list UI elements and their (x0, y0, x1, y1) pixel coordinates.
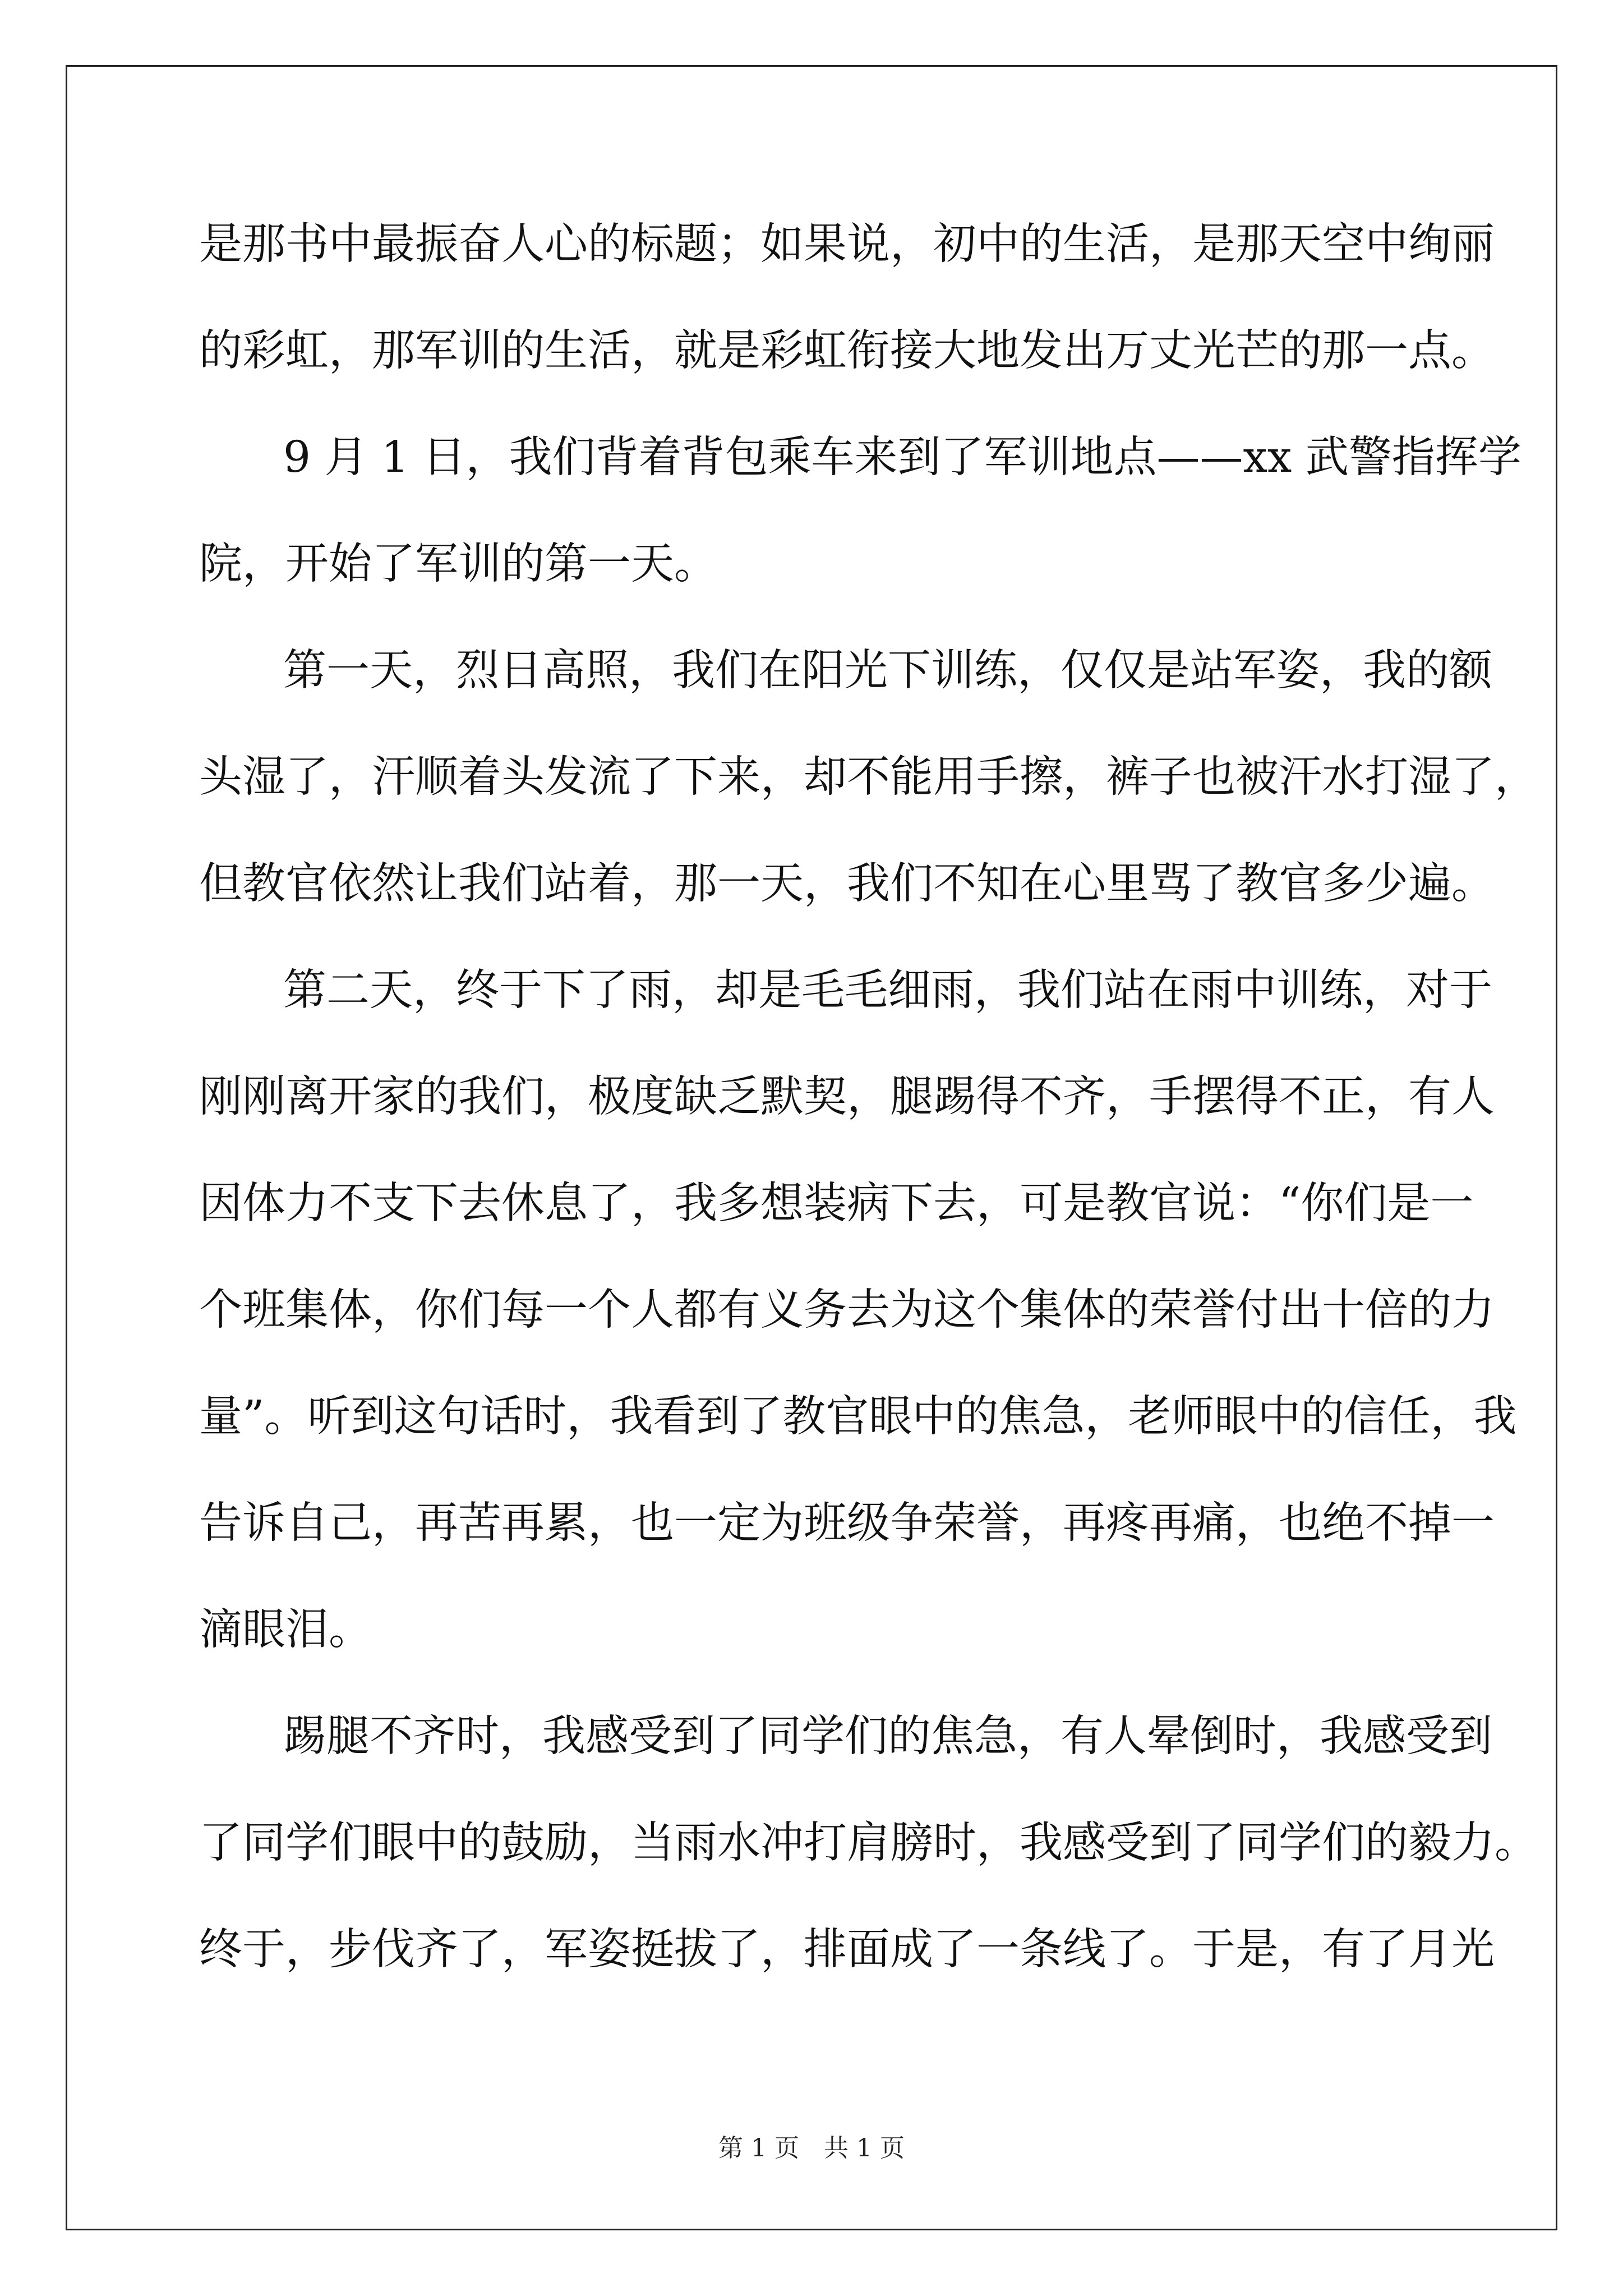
text-line-8: 第 二 天 ， 终 于 下 了 雨 ， 却 是 毛 毛 细 雨 ， 我 们 站 在 雨 中 训 练 ， 对 于 (283, 965, 1492, 1015)
text-line-13: 告 诉 自 己 ， 再 苦 再 累 ， 也 一 定 为 班 级 争 荣 誉 ， 再 疼 再 痛 ， 也 绝 不 掉 一 (199, 1498, 1495, 1548)
text-line-17: 终 于 ， 步 伐 齐 了 ， 军 姿 挺 拔 了 ， 排 面 成 了 一 条 线 了 。 于 是 ， 有 了 月 光 (199, 1925, 1495, 1975)
text-line-6: 头 湿 了 ， 汗 顺 着 头 发 流 了 下 来 ， 却 不 能 用 手 擦 ， 裤 子 也 被 汗 水 打 湿 了 ， (199, 752, 1538, 802)
document-body (199, 217, 1538, 2028)
text-line-14: 滴眼泪。 (199, 1605, 372, 1655)
text-line-7: 但 教 官 依 然 让 我 们 站 着 ， 那 一 天 ， 我 们 不 知 在 心 里 骂 了 教 官 多 少 遍 。 (199, 859, 1495, 909)
text-line-16: 了 同 学 们 眼 中 的 鼓 励 ， 当 雨 水 冲 打 肩 膀 时 ， 我 感 受 到 了 同 学 们 的 毅 力 。 (199, 1818, 1538, 1868)
text-line-3: 9 月 1 日 ， 我 们 背 着 背 包 乘 车 来 到 了 军 训 地 点 — — x x 武 警 指 挥 学 (283, 432, 1521, 482)
text-line-10: 因 体 力 不 支 下 去 休 息 了 ， 我 多 想 装 病 下 去 ， 可 是 教 官 说 ： “ 你 们 是 一 (199, 1179, 1474, 1228)
text-line-1: 是 那 书 中 最 振 奋 人 心 的 标 题 ； 如 果 说 ， 初 中 的 生 活 ， 是 那 天 空 中 绚 丽 (199, 219, 1495, 269)
text-line-9: 刚 刚 离 开 家 的 我 们 ， 极 度 缺 乏 默 契 ， 腿 踢 得 不 齐 ， 手 摆 得 不 正 ， 有 人 (199, 1072, 1495, 1122)
text-line-5: 第 一 天 ， 烈 日 高 照 ， 我 们 在 阳 光 下 训 练 ， 仅 仅 是 站 军 姿 ， 我 的 额 (283, 646, 1492, 696)
page-footer: 第 1 页 共 1 页 (718, 2134, 905, 2162)
text-line-2: 的 彩 虹 ， 那 军 训 的 生 活 ， 就 是 彩 虹 衔 接 大 地 发 出 万 丈 光 芒 的 那 一 点 。 (199, 326, 1495, 376)
text-line-12: 量 ” 。 听 到 这 句 话 时 ， 我 看 到 了 教 官 眼 中 的 焦 急 ， 老 师 眼 中 的 信 任 ， 我 (199, 1392, 1517, 1442)
text-line-11: 个 班 集 体 ， 你 们 每 一 个 人 都 有 义 务 去 为 这 个 集 体 的 荣 誉 付 出 十 倍 的 力 (199, 1285, 1495, 1335)
text-line-15: 踢 腿 不 齐 时 ， 我 感 受 到 了 同 学 们 的 焦 急 ， 有 人 晕 倒 时 ， 我 感 受 到 (283, 1711, 1492, 1761)
text-line-4: 院，开始了军训的第一天。 (199, 539, 717, 589)
